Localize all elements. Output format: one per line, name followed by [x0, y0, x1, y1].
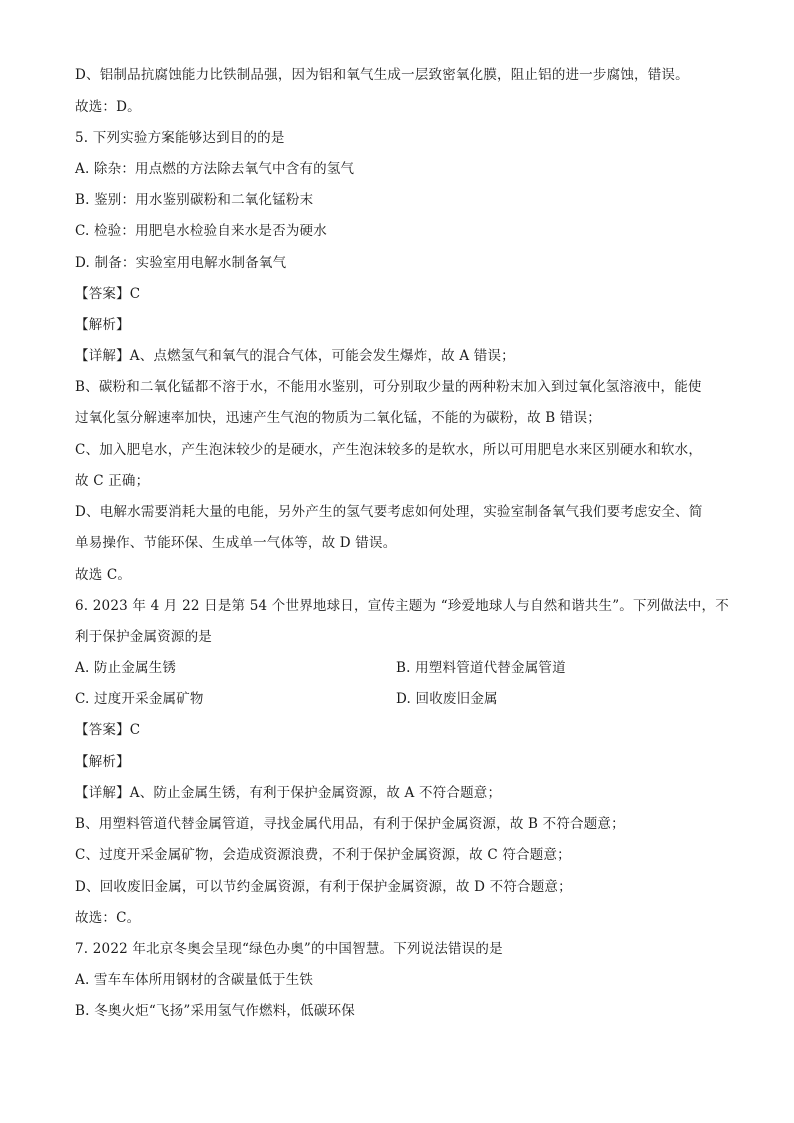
- detail-line: 单易操作、节能环保、生成单一气体等，故 D 错误。: [75, 535, 397, 551]
- detail-line: B、用塑料管道代替金属管道，寻找金属代用品，有利于保护金属资源，故 B 不符合题意；: [75, 816, 625, 832]
- detail-line: 【详解】A、防止金属生锈，有利于保护金属资源，故 A 不符合题意；: [75, 785, 502, 801]
- option-b: B. 鉴别：用水鉴别碳粉和二氧化锰粉末: [75, 192, 314, 208]
- analysis-label: 【解析】: [75, 754, 130, 770]
- option-a: A. 雪车车体所用钢材的含碳量低于生铁: [75, 972, 314, 988]
- question-7-stem: 7. 2022 年北京冬奥会呈现“绿色办奥”的中国智慧。下列说法错误的是: [75, 941, 503, 957]
- detail-line: C、过度开采金属矿物，会造成资源浪费，不利于保护金属资源，故 C 符合题意；: [75, 847, 571, 863]
- option-d: D. 制备：实验室用电解水制备氧气: [75, 255, 287, 271]
- option-c: C. 过度开采金属矿物: [75, 691, 204, 707]
- question-5-stem: 5. 下列实验方案能够达到目的的是: [75, 130, 285, 146]
- option-a: A. 除杂：用点燃的方法除去氧气中含有的氢气: [75, 161, 355, 177]
- question-6-stem: 6. 2023 年 4 月 22 日是第 54 个世界地球日，宣传主题为 “珍爱地球人与自然和谐共生”。下列做法中，不: [75, 598, 729, 614]
- detail-line: C、加入肥皂水，产生泡沫较少的是硬水，产生泡沫较多的是软水，所以可用肥皂水来区别硬水和软水，: [75, 442, 703, 458]
- option-b: B. 冬奥火炬“飞扬”采用氢气作燃料，低碳环保: [75, 1003, 355, 1019]
- question-6-stem: 利于保护金属资源的是: [75, 629, 212, 645]
- answer-label: 【答案】C: [75, 286, 141, 302]
- option-d: D. 回收废旧金属: [396, 691, 498, 707]
- conclusion-line: 故选 C。: [75, 567, 132, 583]
- conclusion-line: 故选：C。: [75, 910, 141, 926]
- detail-line: 故 C 正确；: [75, 473, 150, 489]
- text-line: 故选：D。: [75, 99, 141, 115]
- option-a: A. 防止金属生锈: [75, 660, 177, 676]
- text-line: D、铝制品抗腐蚀能力比铁制品强，因为铝和氧气生成一层致密氧化膜，阻止铝的进一步腐蚀，错误。: [75, 67, 689, 83]
- detail-line: D、回收废旧金属，可以节约金属资源，有利于保护金属资源，故 D 不符合题意；: [75, 879, 572, 895]
- detail-line: 过氧化氢分解速率加快，迅速产生气泡的物质为二氧化锰，不能的为碳粉，故 B 错误；: [75, 410, 602, 426]
- option-b: B. 用塑料管道代替金属管道: [396, 660, 566, 676]
- detail-line: B、碳粉和二氧化锰都不溶于水，不能用水鉴别，可分别取少量的两种粉末加入到过氧化氢溶液中，能使: [75, 379, 702, 395]
- detail-line: D、电解水需要消耗大量的电能，另外产生的氢气要考虑如何处理，实验室制备氧气我们要考虑安全、简: [75, 504, 703, 520]
- detail-line: 【详解】A、点燃氢气和氧气的混合气体，可能会发生爆炸，故 A 错误；: [75, 348, 515, 364]
- option-c: C. 检验：用肥皂水检验自来水是否为硬水: [75, 223, 327, 239]
- answer-label: 【答案】C: [75, 722, 141, 738]
- analysis-label: 【解析】: [75, 317, 130, 333]
